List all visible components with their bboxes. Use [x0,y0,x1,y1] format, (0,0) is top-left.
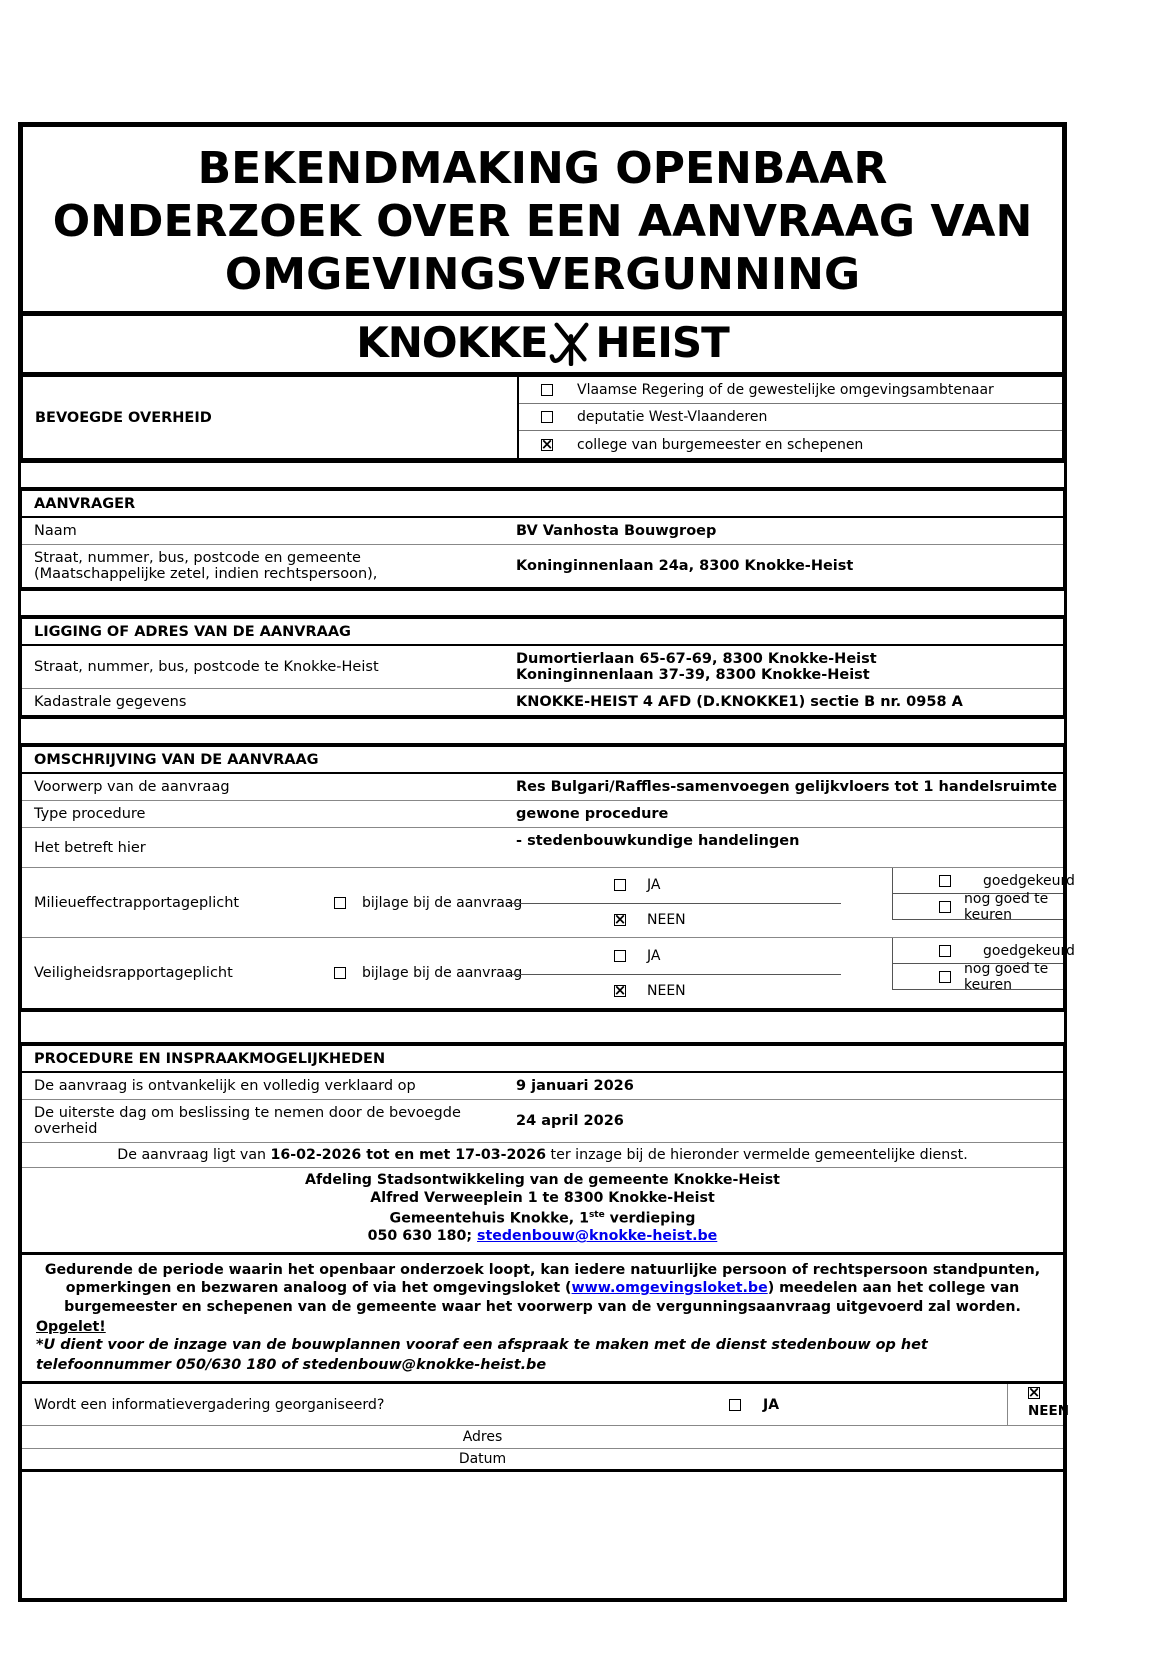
municipality-logo [23,311,1062,372]
dienst-adres: Alfred Verweeplein 1 te 8300 Knokke-Heist [370,1189,715,1206]
dienst-locatie: Gemeentehuis Knokke, 1ste verdieping [389,1210,696,1227]
bevoegde-overheid-options [517,377,1062,458]
omgevingsloket-link[interactable]: www.omgevingsloket.be [571,1280,768,1297]
page-title [23,127,1062,311]
knokke-heist-gull-icon [549,320,593,366]
veiligheids-bijlage-checkbox[interactable] [334,967,346,979]
deputatie-checkbox[interactable] [541,411,553,423]
stedenbouw-email-link[interactable]: stedenbouw@knokke-heist.be [477,1228,718,1245]
deputatie-label: deputatie West-Vlaanderen [577,409,768,425]
ligging-straat-row [22,646,1063,689]
veiligheids-ja-checkbox[interactable] [614,950,626,962]
inzage-periode-row: De aanvraag ligt van 16-02-2026 tot en met 17-03-2026 ter inzage bij de hieronder vermelde gemeentelijke dienst. [22,1143,1063,1168]
veiligheids-ja-neen [614,938,686,1008]
title-line-1: BEKENDMAKING OPENBAAR [197,143,888,194]
informatievergadering-neen: × NEEN [1007,1384,1063,1425]
milieueffect-neen: × NEEN [614,912,686,928]
logo-text-left: KNOKKE [356,318,548,367]
milieueffect-goedgekeurd: goedgekeurd [893,868,1063,894]
afspraak-note: *U dient voor de inzage van de bouwplannen vooraf een afspraak te maken met de dienst stedenbouw op het telefoonnummer 050/630 180 of stedenbouw@knokke-heist.be [36,1337,928,1374]
veiligheids-nogkeuren-checkbox[interactable] [939,971,951,983]
bezwaren-paragraaf: Gedurende de periode waarin het openbaar onderzoek loopt, kan iedere natuurlijke persoon of rechtspersoon standpunten, opmerkingen en bezwaren analoog of via het omgevingsloket (www.omgevingsloket.be) meedelen aan het college van burgemeester en schepenen van de gemeente waar het voorwerp van de vergunningsaanvraag uitgevoerd zal worden. [44,1261,1041,1315]
procedure-header: PROCEDURE EN INSPRAAKMOGELIJKHEDEN [22,1046,1063,1073]
informatievergadering-ja-checkbox[interactable] [729,1399,741,1411]
aanvrager-adres-row [22,545,1063,587]
empty-signature-box [22,1472,1063,1598]
milieueffect-bijlage [334,895,522,911]
dienst-naam: Afdeling Stadsontwikkeling van de gemeente Knokke-Heist [305,1172,780,1188]
datum-row [22,1449,1063,1472]
informatievergadering-ja: JA [729,1397,779,1413]
voorwerp-row [22,774,1063,801]
ontvankelijk-row [22,1073,1063,1100]
uiterste-dag-label: De uiterste dag om beslissing te nemen door de bevoegde overheid [34,1105,461,1137]
gemeentelijke-dienst-block [22,1168,1063,1255]
ligging-straat-label: Straat, nummer, bus, postcode te Knokke-Heist [34,659,379,675]
milieueffect-status [892,868,1075,923]
milieueffect-row [22,868,1075,938]
title-line-2: ONDERZOEK OVER EEN AANVRAAG VAN [52,196,1033,247]
ligging-section [18,615,1067,719]
inzage-periode-dates: 16-02-2026 tot en met 17-03-2026 [270,1147,547,1163]
naam-row [22,518,1063,545]
milieueffect-ja-neen [614,868,686,937]
kadastraal-value: KNOKKE-HEIST 4 AFD (D.KNOKKE1) sectie B nr. 0958 A [516,694,963,710]
ontvankelijk-label: De aanvraag is ontvankelijk en volledig verklaard op [34,1078,416,1094]
milieueffect-bijlage-checkbox[interactable] [334,897,346,909]
veiligheids-bijlage-label: bijlage bij de aanvraag [362,965,523,981]
adres-row [22,1426,1063,1449]
milieueffect-ja: JA [614,877,686,893]
option-vlaamse-regering [519,377,1062,404]
milieueffect-bijlage-label: bijlage bij de aanvraag [362,894,523,911]
milieueffect-ja-checkbox[interactable] [614,879,626,891]
milieueffect-nog-goed-te-keuren: nog goed te keuren [893,894,1063,920]
option-deputatie [519,404,1062,431]
veiligheids-neen: × NEEN [614,983,686,999]
veiligheids-goedgekeurd-checkbox[interactable] [939,945,951,957]
type-procedure-value: gewone procedure [516,806,669,822]
informatievergadering-neen-checkbox[interactable] [1028,1387,1040,1399]
milieueffect-nogkeuren-checkbox[interactable] [939,901,951,913]
vlaamse-regering-checkbox[interactable] [541,384,553,396]
procedure-section [18,1042,1070,1602]
ontvankelijk-value: 9 januari 2026 [516,1078,634,1094]
veiligheids-goedgekeurd: goedgekeurd [893,938,1063,964]
informatievergadering-question: Wordt een informatievergadering georganiseerd? [34,1396,385,1413]
veiligheids-bijlage [334,965,522,981]
college-label: college van burgemeester en schepenen [577,436,864,453]
veiligheids-label: Veiligheidsrapportageplicht [34,965,233,981]
bevoegde-overheid-label: BEVOEGDE OVERHEID [35,409,212,426]
naam-value: BV Vanhosta Bouwgroep [516,523,717,539]
kadastraal-row [22,689,1063,715]
datum-label: Datum [458,1451,507,1468]
milieueffect-goedgekeurd-checkbox[interactable] [939,875,951,887]
kadastraal-label: Kadastrale gegevens [34,694,187,710]
veiligheids-ja: JA [614,948,686,964]
veiligheids-nog-goed-te-keuren: nog goed te keuren [893,964,1063,990]
voorwerp-label: Voorwerp van de aanvraag [34,779,230,795]
section-spacer [18,591,1067,615]
milieueffect-neen-checkbox[interactable] [614,914,626,926]
announcement-form [18,122,1075,1602]
adres-label: Adres [462,1429,503,1446]
ligging-header: LIGGING OF ADRES VAN DE AANVRAAG [22,619,1063,646]
ligging-straat-value: Dumortierlaan 65-67-69, 8300 Knokke-Heist Koninginnenlaan 37-39, 8300 Knokke-Heist [516,651,877,683]
betreft-row [22,828,1063,868]
opgelet-label: Opgelet! [36,1319,106,1336]
type-procedure-label: Type procedure [34,806,146,822]
bezwaren-block [22,1255,1063,1385]
type-procedure-row [22,801,1063,828]
veiligheids-neen-checkbox[interactable] [614,985,626,997]
veiligheids-status [892,938,1075,993]
section-spacer [18,1012,1067,1042]
section-spacer [18,719,1067,743]
option-college [519,431,1062,458]
milieueffect-label: Milieueffectrapportageplicht [34,894,240,911]
title-block [18,122,1067,463]
omschrijving-section [18,743,1075,1012]
betreft-value: - stedenbouwkundige handelingen [516,833,800,849]
logo-text-right: HEIST [595,318,729,367]
naam-label: Naam [34,523,77,539]
college-checkbox[interactable] [541,439,553,451]
vlaamse-regering-label: Vlaamse Regering of de gewestelijke omgevingsambtenaar [577,382,994,398]
informatievergadering-row [22,1384,1070,1426]
aanvrager-header: AANVRAGER [22,491,1063,518]
aanvrager-adres-label: Straat, nummer, bus, postcode en gemeente (Maatschappelijke zetel, indien rechtspersoon), [34,550,378,582]
uiterste-dag-value: 24 april 2026 [516,1113,624,1129]
dienst-contact: 050 630 180; stedenbouw@knokke-heist.be [367,1228,718,1245]
aanvrager-adres-value: Koninginnenlaan 24a, 8300 Knokke-Heist [516,558,854,574]
uiterste-dag-row [22,1100,1063,1143]
veiligheids-row [22,938,1075,1008]
omschrijving-header: OMSCHRIJVING VAN DE AANVRAAG [22,747,1063,774]
title-line-3: OMGEVINGSVERGUNNING [224,249,861,300]
voorwerp-value: Res Bulgari/Raffles-samenvoegen gelijkvloers tot 1 handelsruimte [516,779,1058,795]
betreft-label: Het betreft hier [34,839,146,856]
bevoegde-overheid-section [23,372,1062,458]
aanvrager-section [18,487,1067,591]
section-spacer [18,463,1067,487]
